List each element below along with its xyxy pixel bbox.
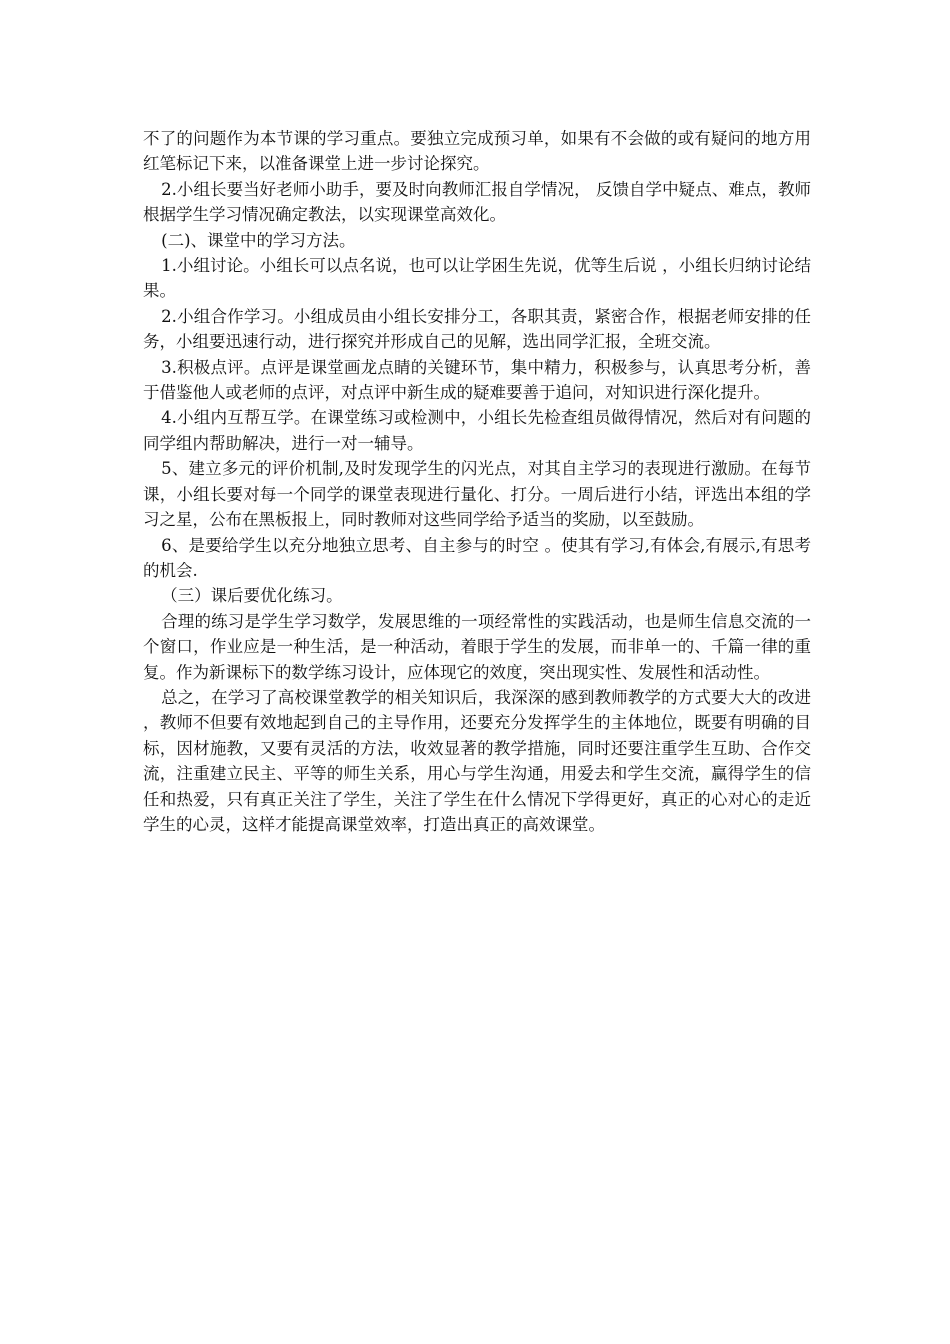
paragraph-group-discussion: 1.小组讨论。小组长可以点名说，也可以让学困生先说，优等生后说 ，小组长归纳讨论结果。 — [143, 256, 811, 301]
paragraph-continuation: 不了的问题作为本节课的学习重点。要独立完成预习单，如果有不会做的或有疑问的地方用红笔标记下来，以准备课堂上进一步讨论探究。 — [143, 129, 811, 174]
section-heading-classroom-methods: (二)、课堂中的学习方法。 — [161, 230, 356, 250]
paragraph-group-cooperation: 2.小组合作学习。小组成员由小组长安排分工，各职其责，紧密合作，根据老师安排的任务，小组要迅速行动，进行探究并形成自己的见解，选出同学汇报，全班交流。 — [143, 306, 811, 352]
paragraph-practice: 合理的练习是学生学习数学，发展思维的一项经常性的实践活动，也是师生信息交流的一个窗口，作业应是一种生活，是一种活动，着眼于学生的发展，而非单一的、千篇一律的重复。作为新课标下的数学练习设计，应体现它的效度，突出现实性、发展性和活动性。 — [143, 611, 811, 682]
document-body — [143, 126, 811, 837]
section-heading-after-class: （三）课后要优化练习。 — [161, 586, 343, 606]
paragraph-active-comment: 3.积极点评。点评是课堂画龙点睛的关键环节，集中精力，积极参与，认真思考分析，善于借鉴他人或老师的点评，对点评中新生成的疑难要善于追问，对知识进行深化提升。 — [143, 357, 811, 403]
paragraph-group-leader-helper: 2.小组长要当好老师小助手，要及时向教师汇报自学情况， 反馈自学中疑点、难点，教师根据学生学习情况确定教法，以实现课堂高效化。 — [143, 179, 811, 225]
paragraph-mutual-help: 4.小组内互帮互学。在课堂练习或检测中，小组长先检查组员做得情况，然后对有问题的同学组内帮助解决，进行一对一辅导。 — [143, 408, 811, 453]
paragraph-conclusion: 总之，在学习了高校课堂教学的相关知识后，我深深的感到教师教学的方式要大大的改进，教师不但要有效地起到自己的主导作用，还要充分发挥学生的主体地位，既要有明确的目标，因材施教，又要有灵活的方法，收效显著的教学措施，同时还要注重学生互助、合作交流，注重建立民主、平等的师生关系，用心与学生沟通，用爱去和学生交流，赢得学生的信任和热爱，只有真正关注了学生，关注了学生在什么情况下学得更好，真正的心对心的走近学生的心灵，这样才能提高课堂效率，打造出真正的高效课堂。 — [143, 687, 811, 834]
paragraph-evaluation-mechanism: 5、建立多元的评价机制,及时发现学生的闪光点，对其自主学习的表现进行激励。在每节课，小组长要对每一个同学的课堂表现进行量化、打分。一周后进行小结，评选出本组的学习之星，公布在黑板报上，同时教师对这些同学给予适当的奖励，以至鼓励。 — [143, 459, 811, 530]
paragraph-independent-thinking: 6、是要给学生以充分地独立思考、自主参与的时空 。使其有学习,有体会,有展示,有思考的机会. — [143, 535, 811, 580]
